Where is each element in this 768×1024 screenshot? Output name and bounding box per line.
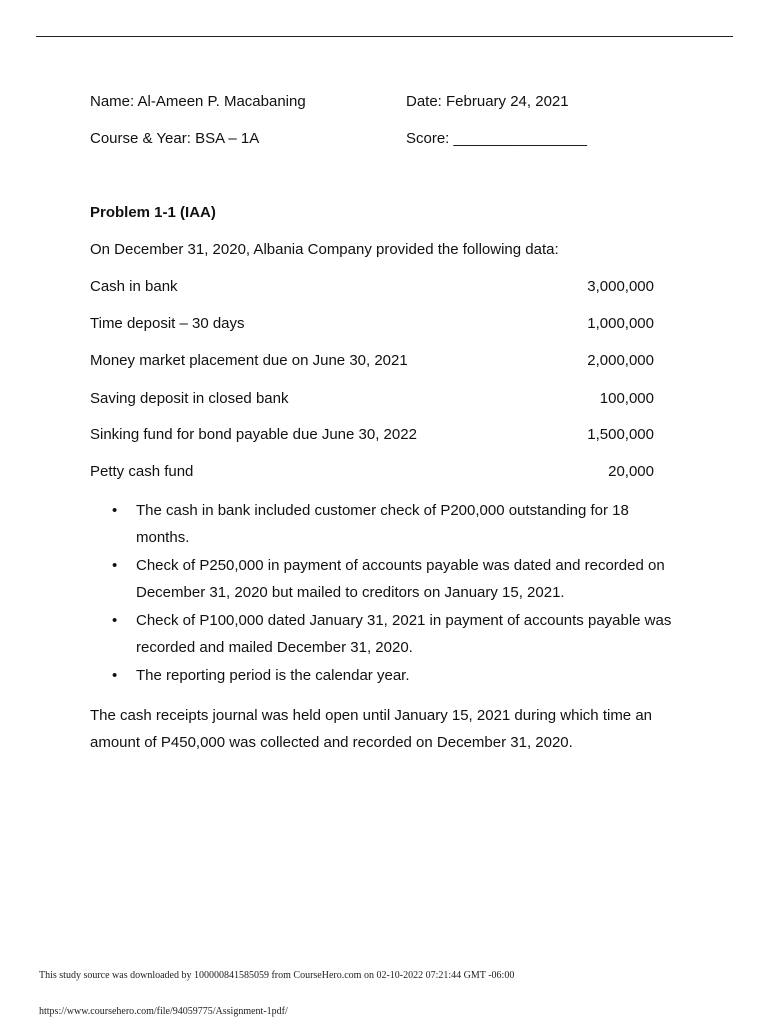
bullet-icon: • xyxy=(112,502,118,519)
item-label-money-market: Money market placement due on June 30, 2021 xyxy=(90,352,408,369)
item-label-saving-deposit: Saving deposit in closed bank xyxy=(90,390,289,407)
item-amount-saving-deposit: 100,000 xyxy=(599,390,654,407)
item-label-sinking-fund: Sinking fund for bond payable due June 30, 2022 xyxy=(90,426,417,443)
closing-paragraph: The cash receipts journal was held open until January 15, 2021 during which time an amount of P450,000 was collected and recorded on December 31, 2020. xyxy=(90,707,653,751)
note-item: Check of P100,000 dated January 31, 2021 in payment of accounts payable was recorded and mailed December 31, 2020. xyxy=(136,612,672,656)
item-amount-petty-cash: 20,000 xyxy=(608,463,654,480)
problem-title: Problem 1-1 (IAA) xyxy=(90,204,216,221)
score-field: Score: ________________ xyxy=(406,130,587,147)
note-item: The reporting period is the calendar year. xyxy=(136,667,410,684)
bullet-icon: • xyxy=(112,557,118,574)
item-label-cash-in-bank: Cash in bank xyxy=(90,278,178,295)
bullet-icon: • xyxy=(112,667,118,684)
note-item: Check of P250,000 in payment of accounts payable was dated and recorded on December 31, 2020 but mailed to creditors on January 15, 2021. xyxy=(136,557,665,601)
item-amount-money-market: 2,000,000 xyxy=(587,352,654,369)
student-name: Name: Al-Ameen P. Macabaning xyxy=(90,93,306,110)
problem-intro: On December 31, 2020, Albania Company provided the following data: xyxy=(90,241,559,258)
item-amount-cash-in-bank: 3,000,000 xyxy=(587,278,654,295)
note-item: The cash in bank included customer check of P200,000 outstanding for 18 months. xyxy=(136,502,629,546)
course-year: Course & Year: BSA – 1A xyxy=(90,130,260,147)
item-amount-sinking-fund: 1,500,000 xyxy=(587,426,654,443)
bullet-icon: • xyxy=(112,612,118,629)
source-url[interactable]: https://www.coursehero.com/file/94059775/Assignment-1pdf/ xyxy=(39,1006,288,1017)
top-divider xyxy=(36,36,733,37)
item-label-time-deposit: Time deposit – 30 days xyxy=(90,315,245,332)
source-footnote: This study source was downloaded by 100000841585059 from CourseHero.com on 02-10-2022 07:21:44 GMT -06:00 xyxy=(39,970,515,981)
assignment-date: Date: February 24, 2021 xyxy=(406,93,569,110)
item-label-petty-cash: Petty cash fund xyxy=(90,463,194,480)
item-amount-time-deposit: 1,000,000 xyxy=(587,315,654,332)
